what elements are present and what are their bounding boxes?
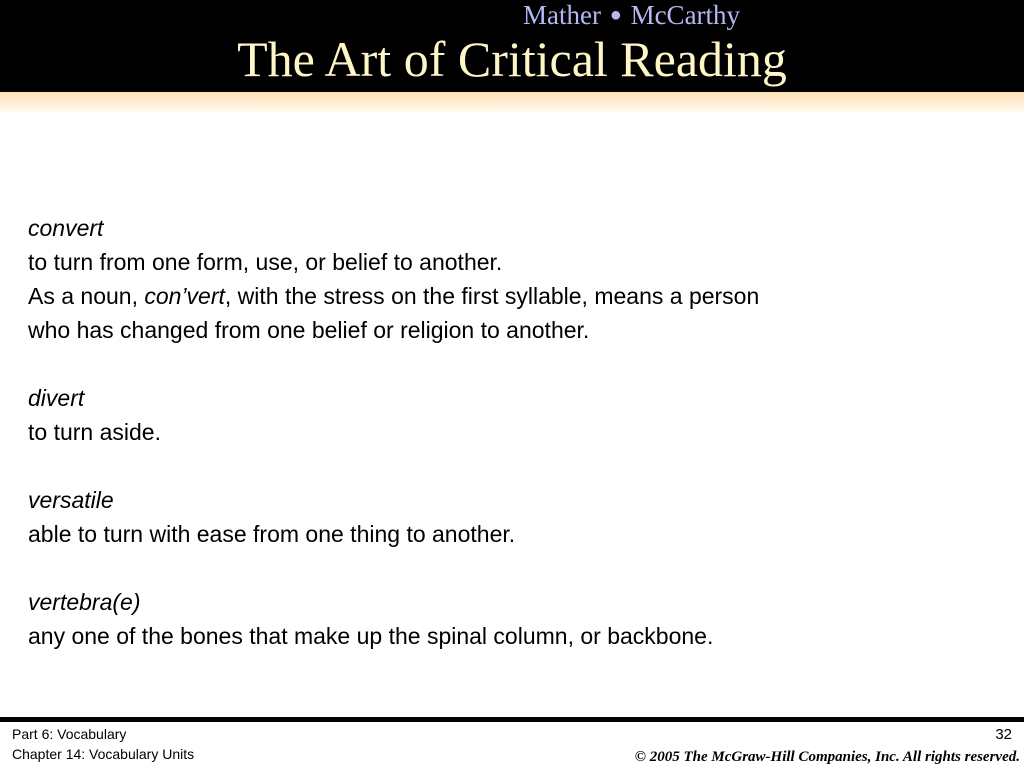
author-mccarthy: McCarthy (630, 0, 741, 30)
page-number: 32 (995, 726, 1012, 743)
vocab-term: vertebra(e) (28, 589, 141, 615)
vocab-entry-vertebra (28, 585, 988, 653)
vocabulary-list (28, 211, 988, 653)
vocab-entry-versatile (28, 483, 988, 551)
vocab-definition: to turn aside. (28, 419, 161, 445)
note-term: con’vert (144, 283, 225, 309)
vocab-definition: able to turn with ease from one thing to another. (28, 521, 516, 547)
bullet-separator: ● (609, 4, 622, 26)
author-mather: Mather (523, 0, 601, 30)
vocab-term: versatile (28, 487, 114, 513)
vocab-entry-divert (28, 381, 988, 449)
vocab-definition: any one of the bones that make up the spinal column, or backbone. (28, 623, 714, 649)
vocab-note-line-2: who has changed from one belief or religion to another. (28, 317, 590, 343)
vocab-term: convert (28, 215, 104, 241)
footer-chapter: Chapter 14: Vocabulary Units (12, 746, 195, 762)
authors (523, 0, 740, 31)
footer-divider (0, 717, 1024, 722)
header-gradient-band (0, 92, 1024, 112)
note-prefix: As a noun, (28, 283, 145, 309)
note-rest: , with the stress on the first syllable, means a person (224, 283, 760, 309)
footer-part: Part 6: Vocabulary (12, 726, 127, 742)
vocab-note-line (28, 279, 988, 313)
slide-title: The Art of Critical Reading (237, 31, 787, 87)
vocab-term: divert (28, 385, 85, 411)
slide-header (0, 0, 1024, 92)
vocab-entry-convert (28, 211, 988, 347)
vocab-definition: to turn from one form, use, or belief to another. (28, 249, 503, 275)
footer-section-info (12, 724, 194, 764)
copyright-notice: © 2005 The McGraw-Hill Companies, Inc. All rights reserved. (634, 749, 1020, 765)
